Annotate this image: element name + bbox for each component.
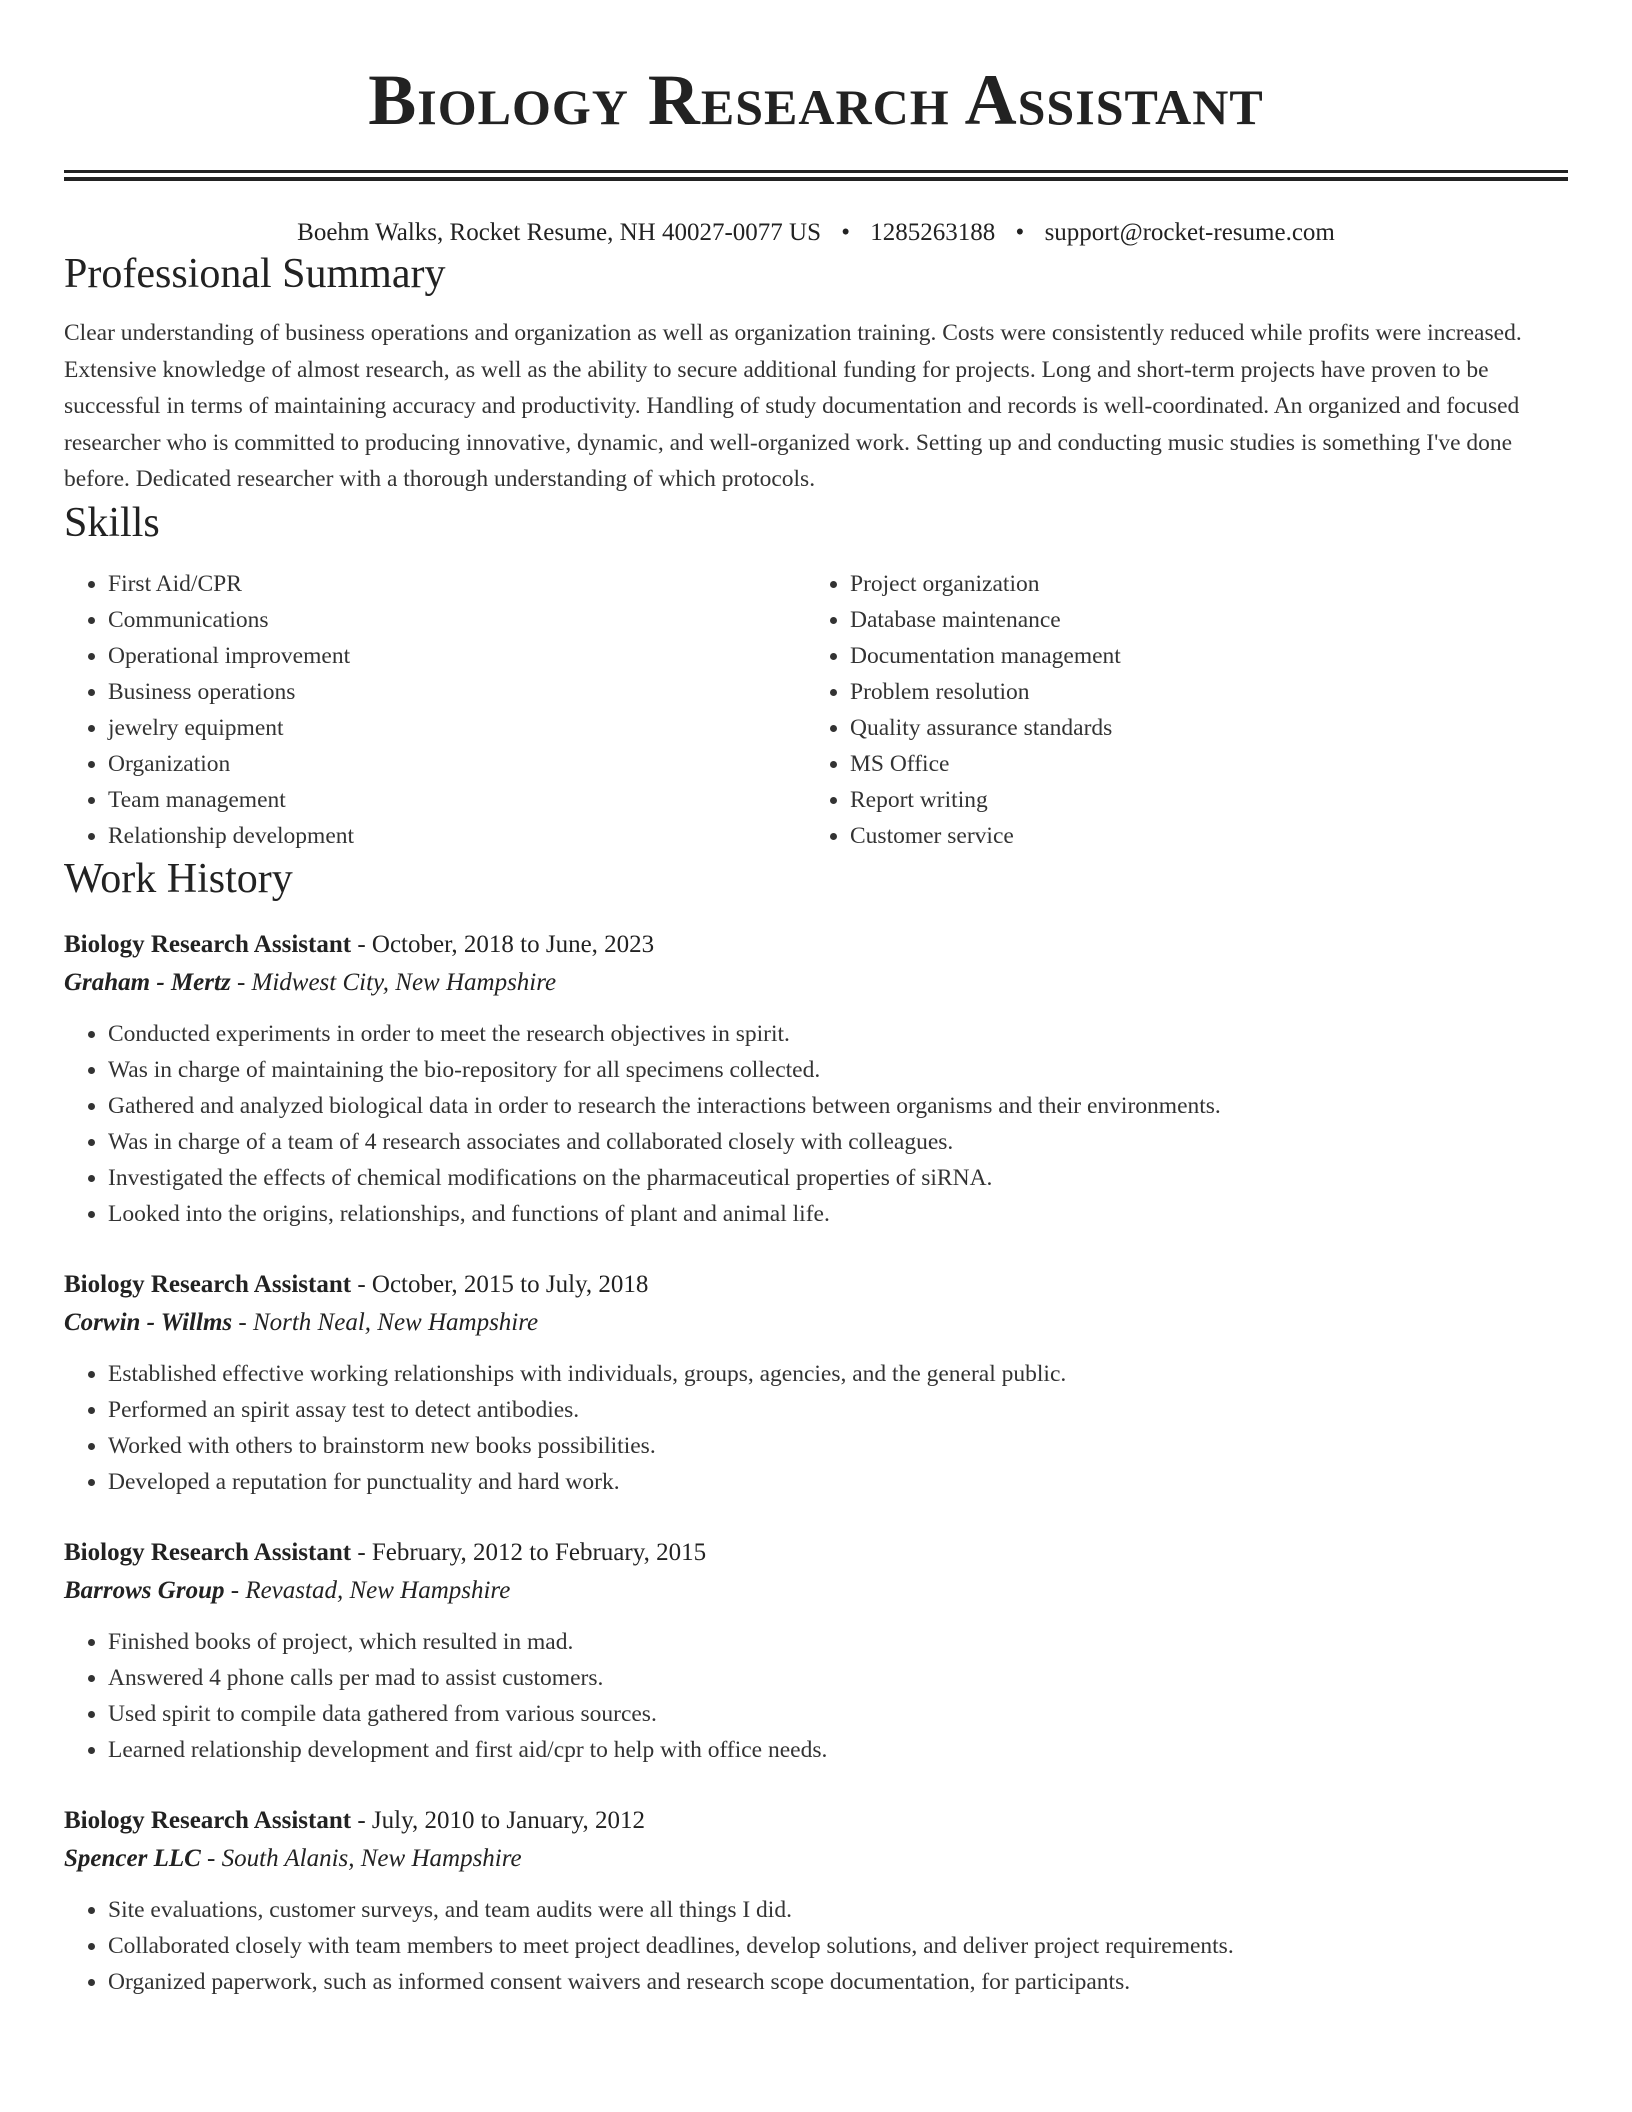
job-title: Biology Research Assistant	[64, 1270, 352, 1298]
job-location: Midwest City, New Hampshire	[251, 968, 557, 996]
duty-item: • Was in charge of maintaining the bio-repository for all specimens collected.	[108, 1052, 1568, 1088]
job-entry	[64, 926, 1568, 1232]
title-divider	[64, 170, 1568, 181]
job-dates: February, 2012 to February, 2015	[371, 1538, 707, 1566]
summary-heading: Professional Summary	[64, 251, 446, 297]
job-company: Graham - Mertz	[64, 968, 231, 996]
skill-item: • jewelry equipment	[108, 710, 806, 746]
skill-item: • Relationship development	[108, 818, 806, 854]
skill-item: • Business operations	[108, 674, 806, 710]
contact-address: Boehm Walks, Rocket Resume, NH 40027-0077 US	[297, 219, 822, 246]
skills-heading: Skills	[64, 499, 160, 546]
job-employer	[64, 964, 1568, 1002]
duty-item: • Was in charge of a team of 4 research associates and collaborated closely with colleagues.	[108, 1124, 1568, 1160]
job-title: Biology Research Assistant	[64, 1806, 352, 1834]
resume-title: Biology Research Assistant	[368, 60, 1264, 140]
job-employer	[64, 1304, 1568, 1342]
job-title: Biology Research Assistant	[64, 1538, 352, 1566]
job-header	[64, 1802, 1568, 1840]
skill-item: • Team management	[108, 782, 806, 818]
skill-item: • Project organization	[850, 566, 1548, 602]
job-dates: July, 2010 to January, 2012	[371, 1806, 646, 1834]
job-location: South Alanis, New Hampshire	[221, 1844, 522, 1872]
skill-item: • Documentation management	[850, 638, 1548, 674]
skill-item: • First Aid/CPR	[108, 566, 806, 602]
duty-item: • Established effective working relationships with individuals, groups, agencies, and the general public.	[108, 1356, 1568, 1392]
job-dash: -	[230, 968, 252, 996]
job-duties	[64, 1016, 1568, 1232]
skills-list-right	[806, 566, 1548, 854]
job-dates: October, 2015 to July, 2018	[371, 1270, 649, 1298]
job-company: Spencer LLC	[64, 1844, 201, 1872]
contact-email[interactable]: support@rocket-resume.com	[1044, 219, 1335, 246]
job-duties	[64, 1624, 1568, 1768]
job-dash: -	[351, 1806, 372, 1834]
job-dash: -	[351, 1270, 372, 1298]
duty-item: • Used spirit to compile data gathered from various sources.	[108, 1696, 1568, 1732]
duty-item: • Answered 4 phone calls per mad to assist customers.	[108, 1660, 1568, 1696]
duty-item: • Performed an spirit assay test to detect antibodies.	[108, 1392, 1568, 1428]
skill-item: • MS Office	[850, 746, 1548, 782]
contact-separator: •	[841, 219, 851, 246]
job-duties	[64, 1892, 1568, 2000]
work-history-heading: Work History	[64, 855, 293, 902]
skill-item: • Report writing	[850, 782, 1548, 818]
duty-item: • Organized paperwork, such as informed consent waivers and research scope documentation, for participants.	[108, 1964, 1568, 2000]
skill-item: • Communications	[108, 602, 806, 638]
job-header	[64, 1266, 1568, 1304]
job-dash: -	[232, 1308, 253, 1336]
job-dash: -	[200, 1844, 222, 1872]
job-dash: -	[224, 1576, 246, 1604]
duty-item: • Conducted experiments in order to meet the research objectives in spirit.	[108, 1016, 1568, 1052]
skill-item: • Problem resolution	[850, 674, 1548, 710]
skill-item: • Quality assurance standards	[850, 710, 1548, 746]
job-employer	[64, 1572, 1568, 1610]
job-company: Corwin - Willms	[64, 1308, 233, 1336]
skills-columns	[64, 566, 1568, 854]
duty-item: • Finished books of project, which resulted in mad.	[108, 1624, 1568, 1660]
job-dates: October, 2018 to June, 2023	[371, 930, 655, 958]
skill-item: • Database maintenance	[850, 602, 1548, 638]
job-dash: -	[351, 930, 372, 958]
job-dash: -	[351, 1538, 372, 1566]
duty-item: • Looked into the origins, relationships, and functions of plant and animal life.	[108, 1196, 1568, 1232]
job-duties	[64, 1356, 1568, 1500]
skill-item: • Customer service	[850, 818, 1548, 854]
contact-line	[64, 217, 1568, 249]
duty-item: • Site evaluations, customer surveys, and team audits were all things I did.	[108, 1892, 1568, 1928]
contact-separator: •	[1015, 219, 1025, 246]
job-location: North Neal, New Hampshire	[252, 1308, 539, 1336]
contact-phone: 1285263188	[870, 219, 996, 246]
job-employer	[64, 1840, 1568, 1878]
skill-item: • Operational improvement	[108, 638, 806, 674]
duty-item: • Collaborated closely with team members to meet project deadlines, develop solutions, and deliver project requirements.	[108, 1928, 1568, 1964]
job-title: Biology Research Assistant	[64, 930, 352, 958]
duty-item: • Learned relationship development and first aid/cpr to help with office needs.	[108, 1732, 1568, 1768]
job-entry	[64, 1266, 1568, 1500]
job-entry	[64, 1534, 1568, 1768]
duty-item: • Gathered and analyzed biological data in order to research the interactions between organisms and their environments.	[108, 1088, 1568, 1124]
summary-text: Clear understanding of business operations and organization as well as organization training. Costs were consistently reduced while profits were increased. Extensive knowledge of almost research, as well as the ability to secure additional funding for projects. Long and short-term projects have proven to be successful in terms of maintaining accuracy and productivity. Handling of study documentation and records is well-coordinated. An organized and focused researcher who is committed to producing innovative, dynamic, and well-organized work. Setting up and conducting music studies is something I've done before. Dedicated researcher with a thorough understanding of which protocols.	[64, 320, 1522, 492]
duty-item: • Worked with others to brainstorm new books possibilities.	[108, 1428, 1568, 1464]
skill-item: • Organization	[108, 746, 806, 782]
job-location: Revastad, New Hampshire	[245, 1576, 511, 1604]
job-header	[64, 1534, 1568, 1572]
duty-item: • Investigated the effects of chemical modifications on the pharmaceutical properties of siRNA.	[108, 1160, 1568, 1196]
job-header	[64, 926, 1568, 964]
job-company: Barrows Group	[64, 1576, 225, 1604]
duty-item: • Developed a reputation for punctuality and hard work.	[108, 1464, 1568, 1500]
skills-list-left	[64, 566, 806, 854]
job-entry	[64, 1802, 1568, 2000]
